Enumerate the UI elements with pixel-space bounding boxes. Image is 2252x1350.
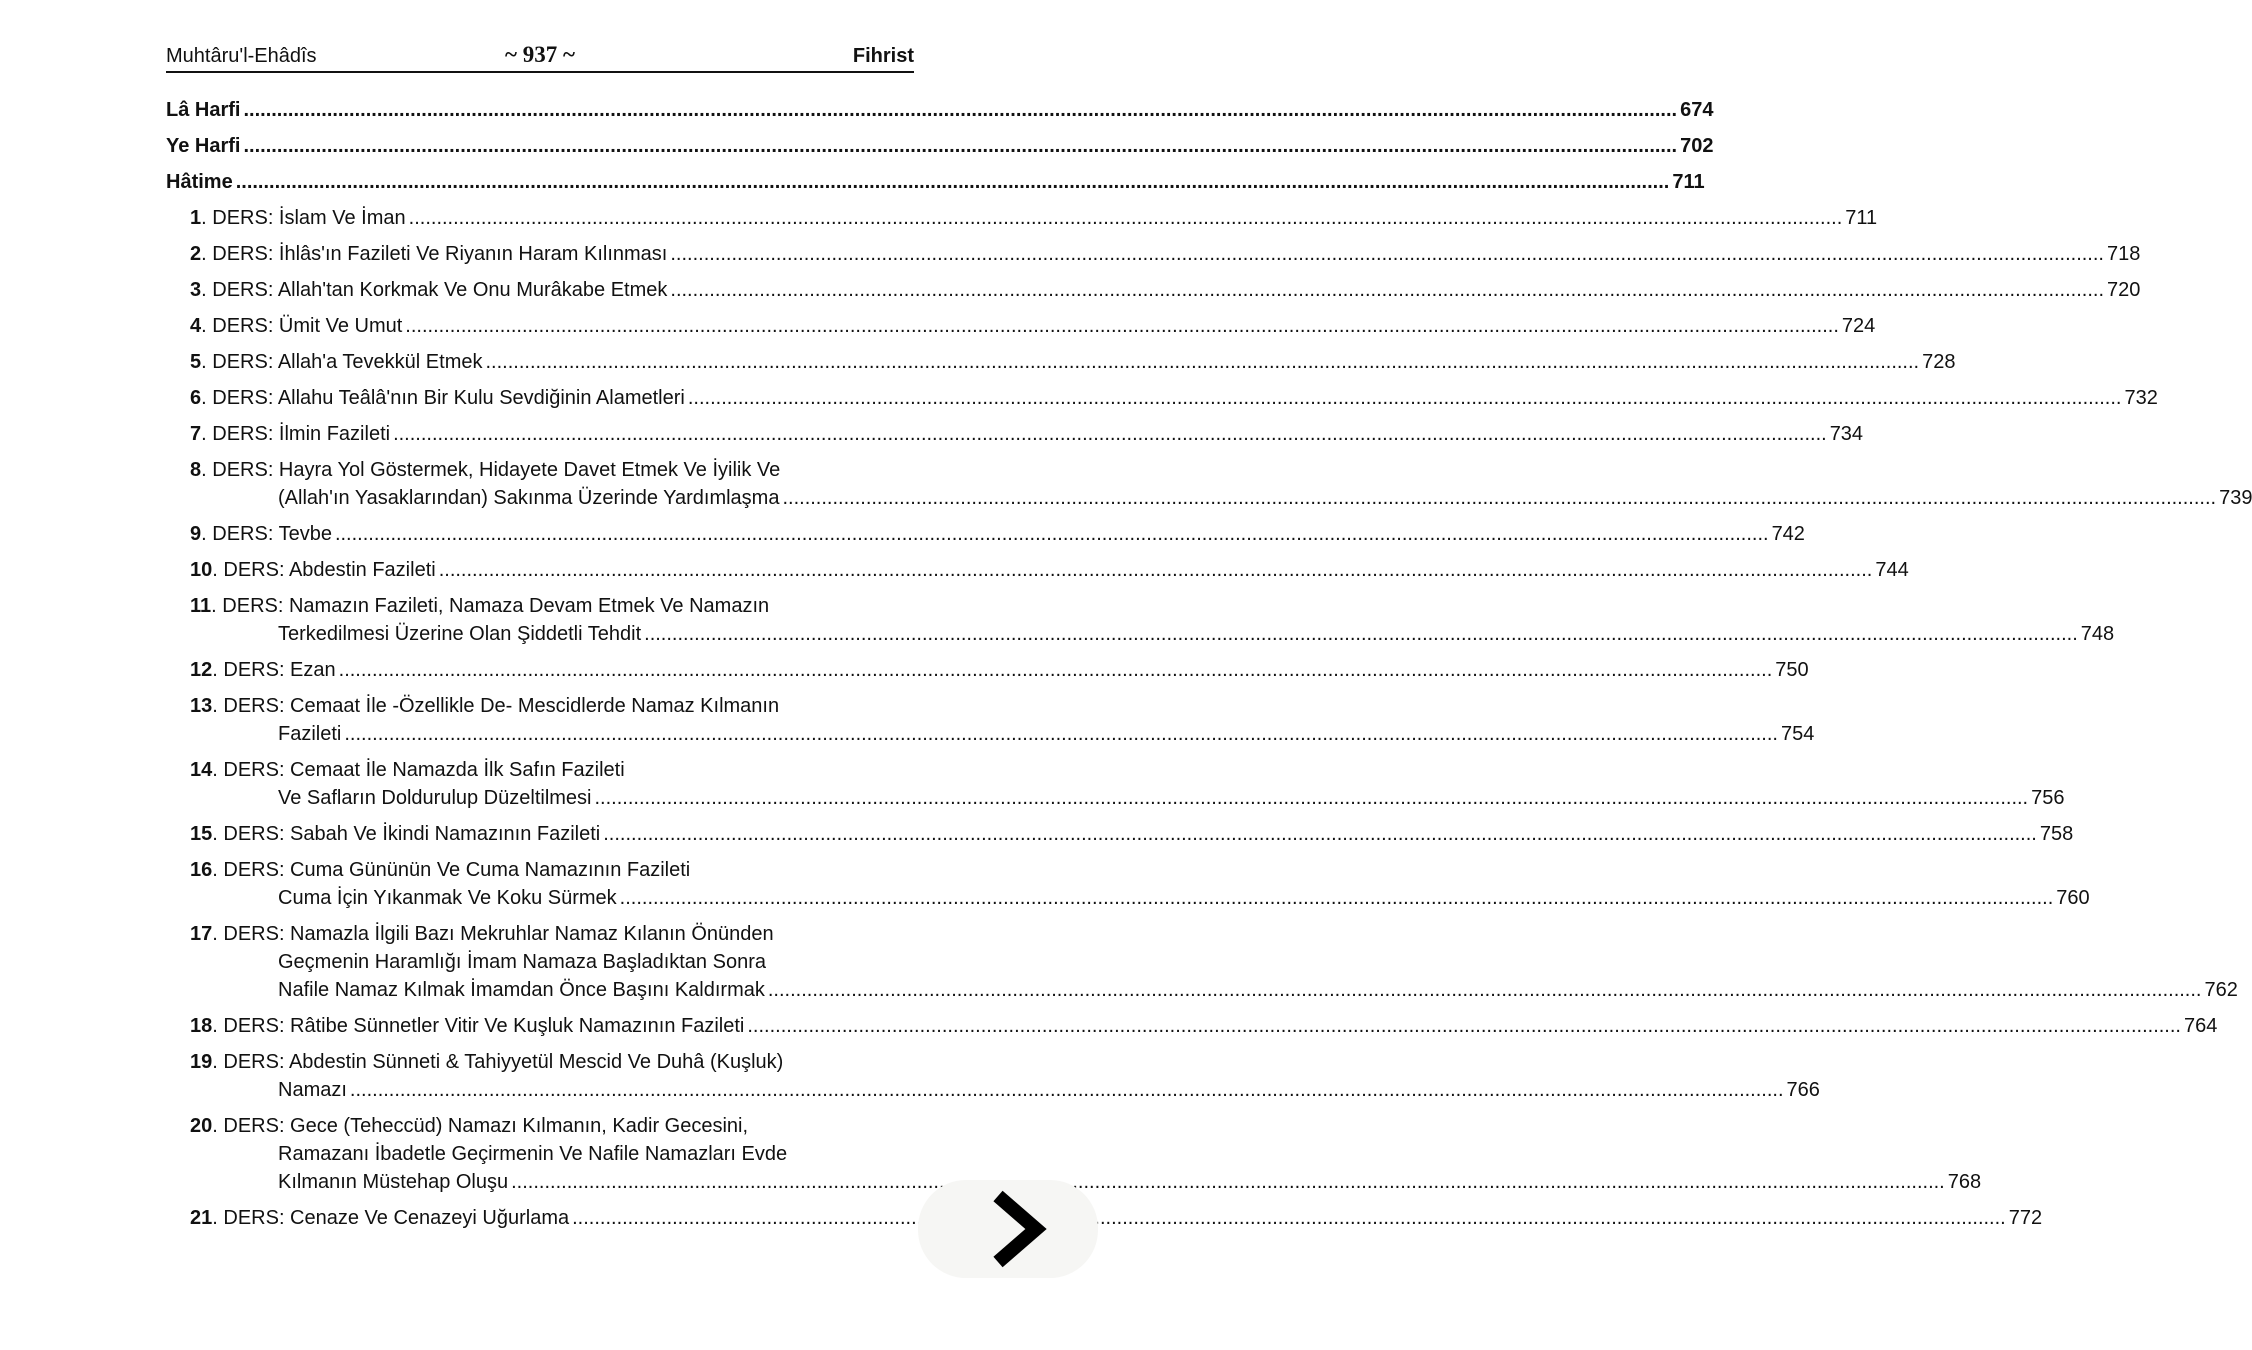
lesson-number: 10 (190, 559, 213, 581)
entry-page: 739 (2219, 487, 2252, 509)
dot-leader (595, 784, 2029, 812)
lesson-number: 17 (190, 923, 213, 945)
entry-page: 718 (2106, 243, 2141, 265)
entry-title: DERS: Gece (Teheccüd) Namazı Kılmanın, Kadir Gecesini, (223, 1115, 749, 1137)
entry-page: 674 (1680, 99, 1714, 121)
section-title: Fihrist (852, 45, 914, 67)
toc-lesson-entry (190, 204, 1878, 232)
chevron-right-icon (992, 1190, 1048, 1268)
dot-leader (572, 1204, 2006, 1232)
entry-title: DERS: Abdestin Sünneti & Tahiyyetül Mescid Ve Duhâ (Kuşluk) (223, 1051, 784, 1073)
page-number: ~ 937 ~ (505, 42, 575, 67)
entry-first-line (190, 820, 2074, 848)
entry-first-line (190, 1012, 2218, 1040)
entry-first-line (190, 692, 912, 720)
number-period: . (201, 351, 213, 373)
entry-continuation-line (190, 484, 2252, 512)
entry-title: DERS: Cuma Gününün Ve Cuma Namazının Fazileti (223, 859, 691, 881)
lesson-number: 18 (190, 1015, 213, 1037)
entry-page: 724 (1841, 315, 1876, 337)
lesson-number: 12 (190, 659, 213, 681)
page-header (166, 40, 914, 73)
entry-first-line (190, 1048, 912, 1076)
entry-first-line (190, 420, 1864, 448)
entry-first-line (190, 384, 2158, 412)
number-period: . (212, 1051, 224, 1073)
entry-title: DERS: Cenaze Ve Cenazeyi Uğurlama (223, 1207, 570, 1229)
number-period: . (201, 207, 213, 229)
entry-first-line (190, 456, 912, 484)
lesson-number: 15 (190, 823, 213, 845)
number-period: . (201, 387, 213, 409)
entry-title: DERS: Allah'a Tevekkül Etmek (212, 351, 483, 373)
entry-title: Lâ Harfi (166, 99, 241, 121)
entry-title: Cuma İçin Yıkanmak Ve Koku Sürmek (278, 887, 617, 909)
entry-continuation-line (190, 1076, 1820, 1104)
dot-leader (439, 556, 1873, 584)
number-period: . (212, 1015, 224, 1037)
toc-lesson-entry (190, 384, 2158, 412)
entry-title: DERS: İlmin Fazileti (212, 423, 391, 445)
entry-title: DERS: Râtibe Sünnetler Vitir Ve Kuşluk Namazının Fazileti (223, 1015, 745, 1037)
entry-page: 754 (1780, 723, 1815, 745)
entry-page: 772 (2008, 1207, 2043, 1229)
entry-page: 734 (1829, 423, 1864, 445)
entry-first-line (190, 556, 1909, 584)
dot-leader (511, 1168, 1945, 1196)
dot-leader (747, 1012, 2181, 1040)
dot-leader (688, 384, 2122, 412)
toc-lesson-entry (190, 348, 1956, 376)
entry-first-line (190, 856, 912, 884)
entry-first-line (190, 240, 2141, 268)
entry-continuation-line (190, 720, 1815, 748)
number-period: . (212, 823, 224, 845)
entry-page: 742 (1771, 523, 1805, 545)
number-period: . (212, 1207, 224, 1229)
toc-lesson-entry (190, 920, 2238, 1004)
entry-continuation-line (190, 884, 2090, 912)
entry-first-line (190, 348, 1956, 376)
entry-title: Namazı (278, 1079, 347, 1101)
entry-page: 764 (2183, 1015, 2218, 1037)
entry-first-line (190, 520, 1805, 548)
dot-leader (339, 656, 1773, 684)
entry-first-line (190, 756, 912, 784)
toc-lesson-entry (190, 1204, 2043, 1232)
number-period: . (201, 279, 213, 301)
entry-title: DERS: Abdestin Fazileti (223, 559, 436, 581)
entry-page: 732 (2124, 387, 2158, 409)
toc-lesson-entry (190, 240, 2141, 268)
lesson-number: 2 (190, 243, 202, 265)
lesson-number: 1 (190, 207, 202, 229)
number-period: . (212, 759, 224, 781)
entry-title: DERS: Tevbe (212, 523, 332, 545)
toc-main-entry (166, 96, 1714, 124)
toc-lesson-entry (190, 1112, 1982, 1196)
number-period: . (212, 1115, 224, 1137)
dot-leader (335, 520, 1769, 548)
entry-first-line (190, 1112, 912, 1140)
table-of-contents (166, 96, 2252, 1240)
entry-first-line (190, 920, 912, 948)
entry-page: 760 (2056, 887, 2090, 909)
entry-page: 758 (2039, 823, 2074, 845)
entry-title: Ye Harfi (166, 135, 241, 157)
toc-lesson-entry (190, 276, 2141, 304)
dot-leader (782, 484, 2216, 512)
lesson-number: 7 (190, 423, 202, 445)
lesson-number: 20 (190, 1115, 213, 1137)
dot-leader (485, 348, 1919, 376)
entry-first-line (190, 656, 1809, 684)
entry-title: Kılmanın Müstehap Oluşu (278, 1171, 509, 1193)
toc-lesson-entry (190, 312, 1876, 340)
entry-first-line (190, 592, 912, 620)
toc-main-entry (166, 168, 1705, 196)
dot-leader (350, 1076, 1784, 1104)
entry-title: DERS: Cemaat İle Namazda İlk Safın Fazileti (223, 759, 625, 781)
number-period: . (212, 659, 224, 681)
lesson-number: 16 (190, 859, 213, 881)
entry-page: 711 (1845, 207, 1878, 229)
dot-leader (344, 720, 1778, 748)
entry-page: 762 (2204, 979, 2238, 1001)
next-page-button[interactable] (918, 1180, 1098, 1278)
number-period: . (201, 459, 213, 481)
entry-title: DERS: İhlâs'ın Fazileti Ve Riyanın Haram Kılınması (212, 243, 668, 265)
lesson-number: 3 (190, 279, 202, 301)
entry-first-line (190, 204, 1878, 232)
entry-continuation-line (190, 948, 912, 976)
entry-page: 711 (1672, 171, 1705, 193)
lesson-number: 14 (190, 759, 213, 781)
lesson-number: 21 (190, 1207, 213, 1229)
toc-lesson-entry (190, 1048, 1820, 1104)
lesson-number: 9 (190, 523, 202, 545)
number-period: . (201, 243, 213, 265)
entry-title: Terkedilmesi Üzerine Olan Şiddetli Tehdit (278, 623, 642, 645)
toc-lesson-entry (190, 1012, 2218, 1040)
entry-title: Hâtime (166, 171, 233, 193)
toc-lesson-entry (190, 420, 1864, 448)
book-title: Muhtâru'l-Ehâdîs (166, 45, 317, 67)
entry-first-line (190, 276, 2141, 304)
entry-title: Geçmenin Haramlığı İmam Namaza Başladıktan Sonra (278, 951, 766, 973)
entry-title: DERS: Namazla İlgili Bazı Mekruhlar Namaz Kılanın Önünden (223, 923, 774, 945)
number-period: . (211, 595, 223, 617)
entry-first-line (190, 312, 1876, 340)
entry-page: 766 (1786, 1079, 1820, 1101)
entry-title: DERS: İslam Ve İman (212, 207, 406, 229)
toc-lesson-entry (190, 692, 1815, 748)
entry-page: 750 (1775, 659, 1809, 681)
dot-leader (236, 168, 1670, 196)
entry-page: 748 (2080, 623, 2115, 645)
toc-lesson-entry (190, 592, 2115, 648)
number-period: . (201, 315, 213, 337)
entry-title: (Allah'ın Yasaklarından) Sakınma Üzerinde Yardımlaşma (278, 487, 780, 509)
lesson-number: 11 (190, 595, 212, 617)
dot-leader (405, 312, 1839, 340)
toc-lesson-entry (190, 456, 2252, 512)
entry-page: 728 (1922, 351, 1956, 373)
entry-title: DERS: Sabah Ve İkindi Namazının Fazileti (223, 823, 601, 845)
entry-title: DERS: Cemaat İle -Özellikle De- Mescidlerde Namaz Kılmanın (223, 695, 780, 717)
number-period: . (201, 423, 213, 445)
entry-page: 702 (1680, 135, 1714, 157)
lesson-number: 4 (190, 315, 202, 337)
entry-continuation-line (190, 620, 2115, 648)
toc-lesson-entry (190, 820, 2074, 848)
lesson-number: 19 (190, 1051, 213, 1073)
number-period: . (212, 859, 224, 881)
dot-leader (409, 204, 1843, 232)
dot-leader (393, 420, 1827, 448)
toc-lesson-entry (190, 556, 1909, 584)
entry-title: Nafile Namaz Kılmak İmamdan Önce Başını Kaldırmak (278, 979, 765, 1001)
dot-leader (670, 240, 2104, 268)
dot-leader (243, 132, 1677, 160)
entry-title: DERS: Hayra Yol Göstermek, Hidayete Davet Etmek Ve İyilik Ve (212, 459, 781, 481)
toc-lesson-entry (190, 656, 1809, 684)
entry-page: 756 (2031, 787, 2065, 809)
dot-leader (243, 96, 1677, 124)
entry-title: Fazileti (278, 723, 342, 745)
dot-leader (620, 884, 2054, 912)
number-period: . (212, 559, 224, 581)
toc-lesson-entry (190, 756, 2065, 812)
entry-continuation-line (190, 1168, 1982, 1196)
entry-continuation-line (190, 976, 2238, 1004)
entry-title: DERS: Ezan (223, 659, 336, 681)
number-period: . (212, 923, 224, 945)
toc-lesson-entry (190, 856, 2090, 912)
lesson-number: 5 (190, 351, 202, 373)
entry-title: Ramazanı İbadetle Geçirmenin Ve Nafile Namazları Evde (278, 1143, 788, 1165)
entry-title: DERS: Ümit Ve Umut (212, 315, 403, 337)
lesson-number: 13 (190, 695, 213, 717)
entry-continuation-line (190, 1140, 912, 1168)
entry-title: Ve Safların Doldurulup Düzeltilmesi (278, 787, 592, 809)
lesson-number: 6 (190, 387, 202, 409)
dot-leader (603, 820, 2037, 848)
toc-main-entry (166, 132, 1714, 160)
dot-leader (644, 620, 2078, 648)
entry-title: DERS: Allah'tan Korkmak Ve Onu Murâkabe Etmek (212, 279, 668, 301)
number-period: . (212, 695, 224, 717)
toc-lesson-entry (190, 520, 1805, 548)
entry-page: 768 (1947, 1171, 1982, 1193)
entry-title: DERS: Namazın Fazileti, Namaza Devam Etmek Ve Namazın (222, 595, 770, 617)
entry-continuation-line (190, 784, 2065, 812)
entry-first-line (190, 1204, 2043, 1232)
dot-leader (670, 276, 2104, 304)
entry-page: 720 (2107, 279, 2141, 301)
dot-leader (768, 976, 2202, 1004)
lesson-number: 8 (190, 459, 202, 481)
entry-title: DERS: Allahu Teâlâ'nın Bir Kulu Sevdiğinin Alametleri (212, 387, 685, 409)
number-period: . (201, 523, 213, 545)
entry-page: 744 (1875, 559, 1909, 581)
